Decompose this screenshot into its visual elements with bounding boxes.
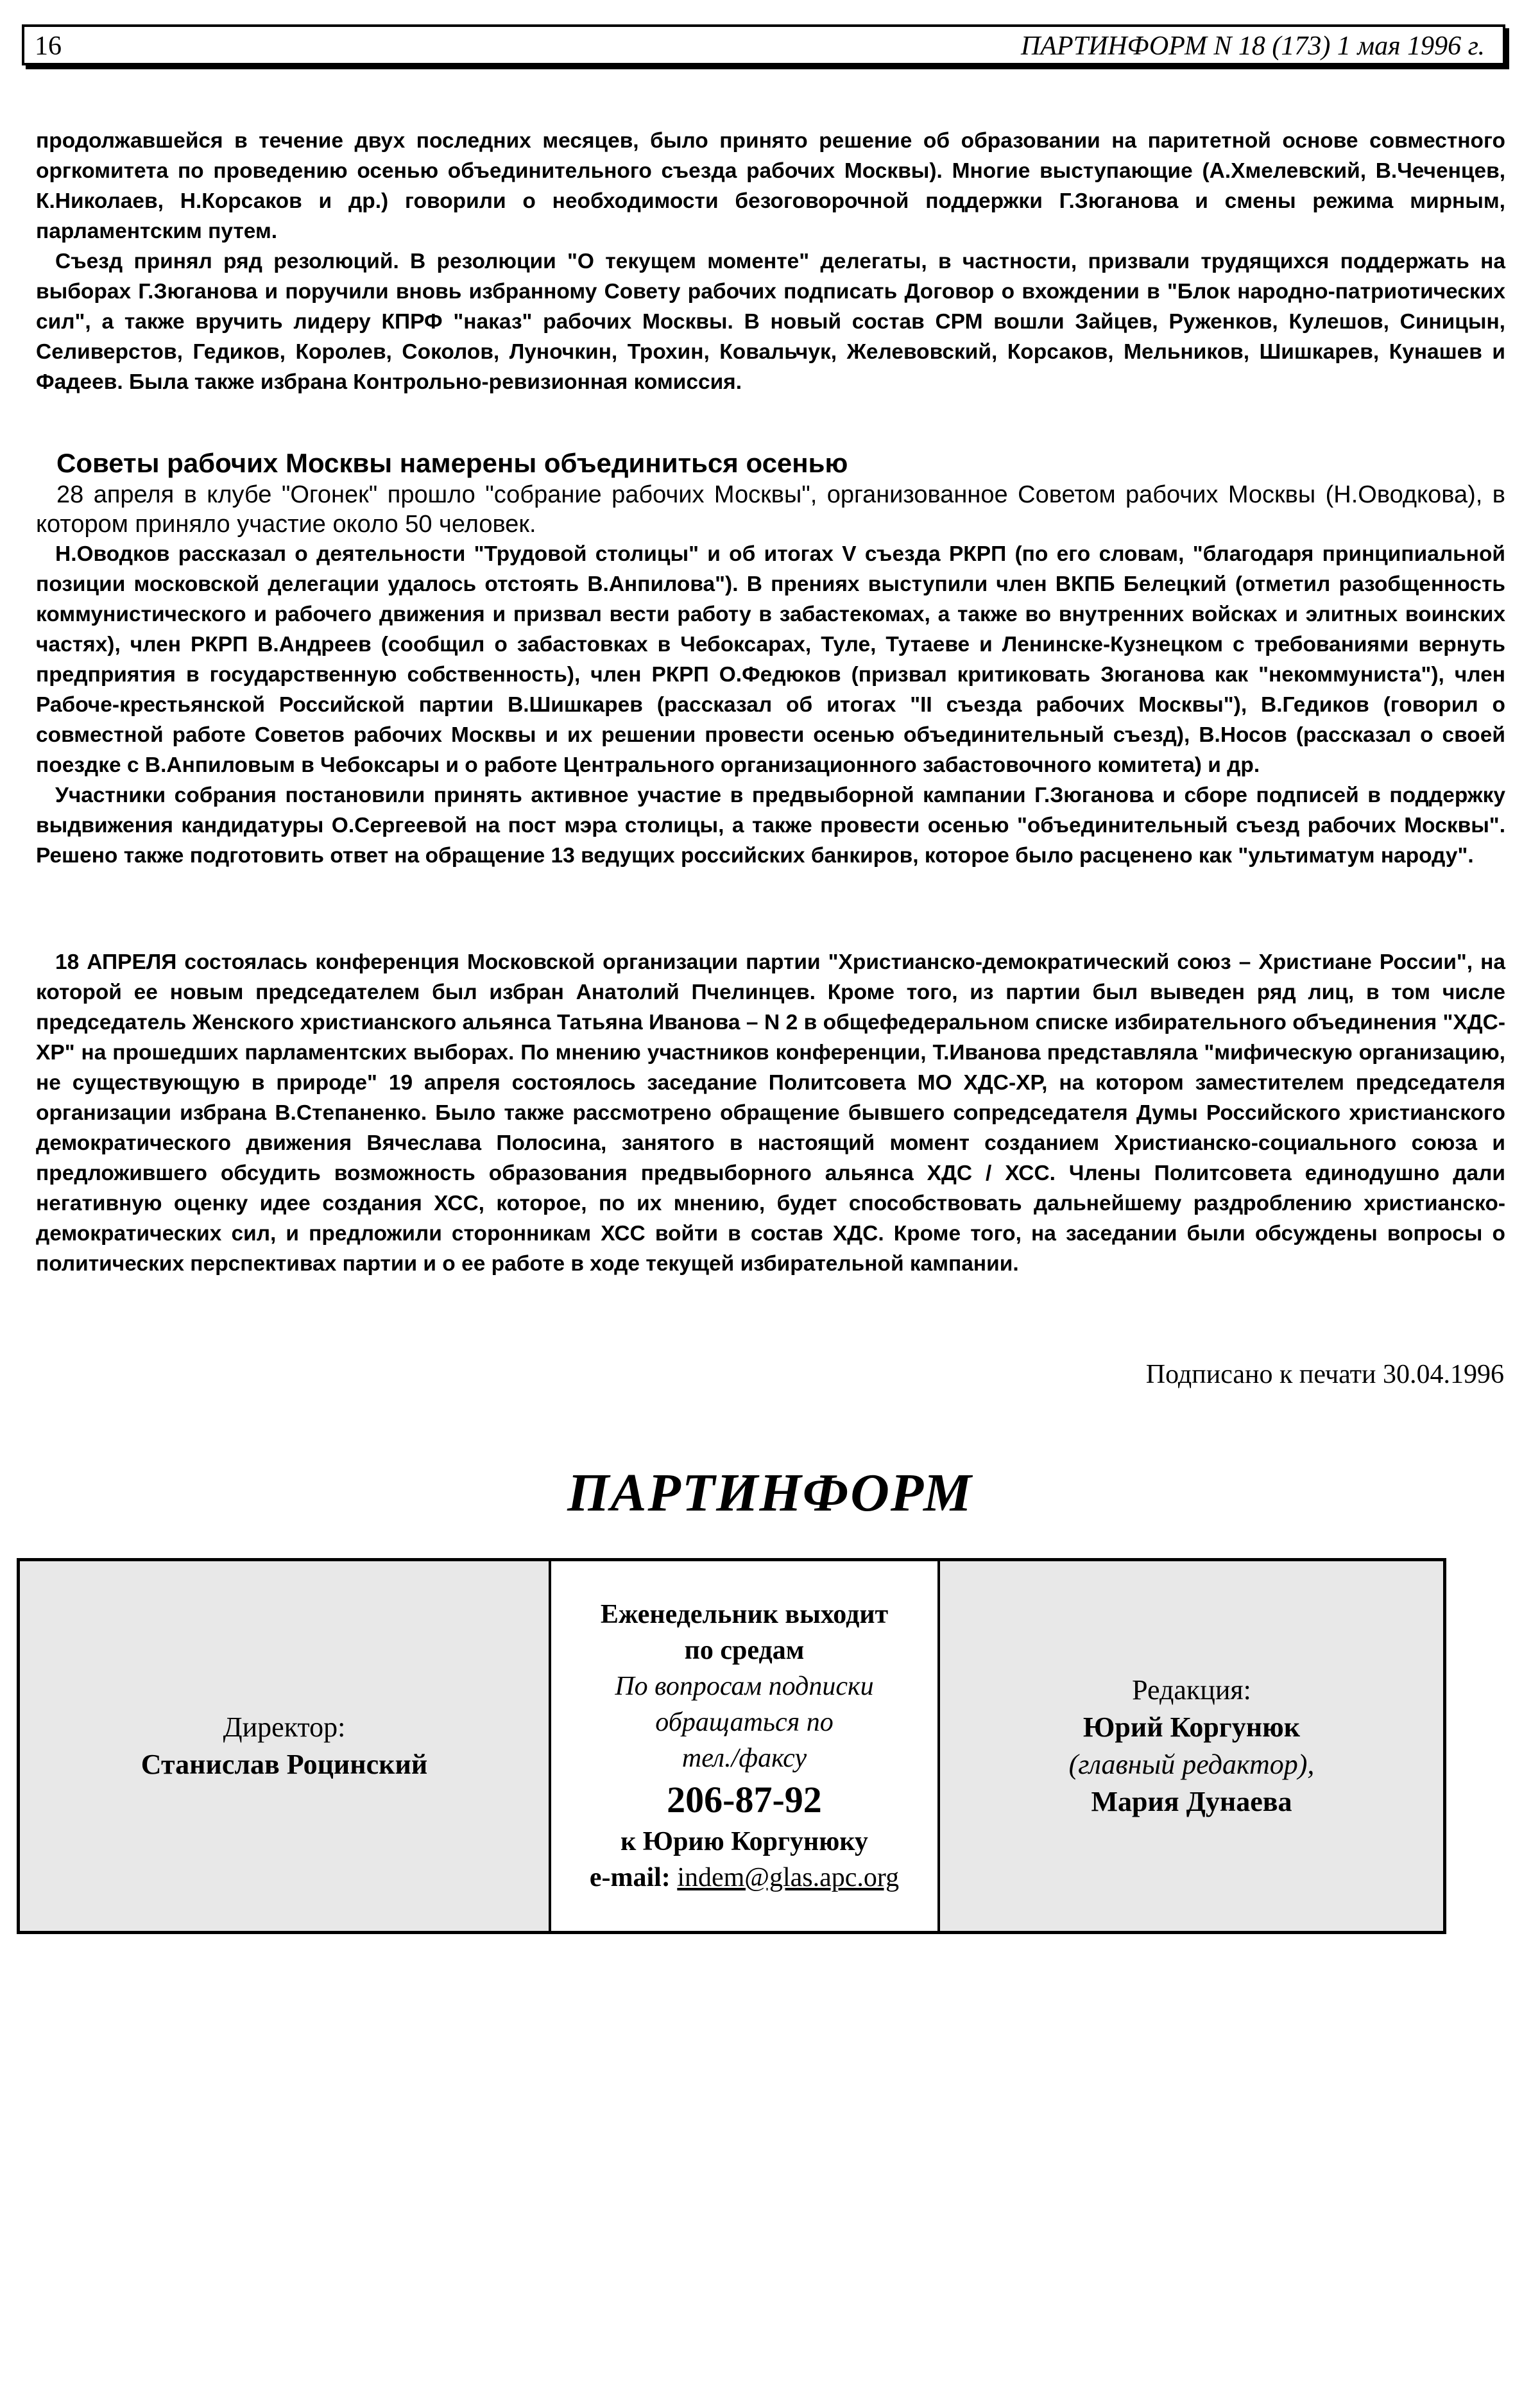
masthead-table bbox=[17, 1558, 1446, 1934]
page-number: 16 bbox=[35, 31, 62, 61]
cdu-paragraph: 18 АПРЕЛЯ состоялась конференция Московской организации партии "Христианско-демократический союз – Христиане России", на которой ее новым председателем был избран Анатолий Пчелинцев. Кроме того, из партии был выведен ряд лиц, в том числе председатель Женского христианского альянса Татьяна Иванова – N 2 в общефедеральном списке избирательного объединения "ХДС-ХР" на прошедших парламентских выборах. По мнению участников конференции, Т.Иванова представляла "мифическую организацию, не существующую в природе" 19 апреля состоялось заседание Политсовета МО ХДС-ХР, на котором заместителем председателя организации избрана В.Степаненко. Было также рассмотрено обращение бывшего сопредседателя Думы Российского христианского демократического движения Вячеслава Полосина, занятого в настоящий момент созданием Христианско-социального союза и предложившего обсудить возможность образования предвыборного альянса ХДС / ХСС. Члены Политсовета единодушно дали негативную оценку идее создания ХСС, которое, по их мнению, будет способствовать дальнейшему раздроблению христианско-демократических сил, и предложили сторонникам ХСС войти в состав ХДС. Кроме того, на заседании были обсуждены вопросы о политических перспективах партии и о ее работе в ходе текущей избирательной кампании. bbox=[36, 950, 1505, 1276]
editor-role: (главный редактор), bbox=[1068, 1749, 1315, 1780]
phone-number: 206-87-92 bbox=[667, 1779, 822, 1821]
section-lead: 28 апреля в клубе "Огонек" прошло "собрание рабочих Москвы", организованное Советом рабочих Москвы (Н.Оводкова), в котором приняло участие около 50 человек. bbox=[36, 481, 1505, 538]
subscription-line: По вопросам подписки bbox=[615, 1672, 874, 1701]
director-cell bbox=[20, 1561, 551, 1931]
email-line bbox=[590, 1860, 899, 1896]
contact-cell bbox=[551, 1561, 940, 1931]
email-label: e-mail: bbox=[589, 1863, 671, 1892]
editor2-name: Мария Дунаева bbox=[1091, 1786, 1292, 1817]
section-title: Советы рабочих Москвы намерены объединиться осенью bbox=[56, 448, 848, 478]
section-paragraph: Участники собрания постановили принять активное участие в предвыборной кампании Г.Зюганова и сборе подписей в поддержку выдвижения кандидатуры О.Сергеевой на пост мэра столицы, а также провести осенью "объединительный съезд рабочих Москвы". Решено также подготовить ответ на обращение 13 ведущих российских банкиров, которое было расценено как "ультиматум народу". bbox=[36, 784, 1505, 868]
director-name: Станислав Роцинский bbox=[141, 1749, 428, 1780]
publication-title: ПАРТИНФОРМ N 18 (173) 1 мая 1996 г. bbox=[1020, 31, 1485, 61]
section-paragraph: Н.Оводков рассказал о деятельности "Трудовой столицы" и об итогах V съезда РКРП (по его словам, "благодаря принципиальной позиции московской делегации удалось отстоять В.Анпилова"). В прениях выступили член ВКПБ Белецкий (отметил разобщенность коммунистического и рабочего движения и призвал вести работу в забастекомах, а также во внутренних войсках и элитных воинских частях), член РКРП В.Андреев (сообщил о забастовках в Чебоксарах, Туле, Тутаеве и Ленинске-Кузнецком с требованиями вернуть предприятия в государственную собственность), член РКРП О.Федюков (призвал критиковать Зюганова как "некоммуниста"), член Рабоче-крестьянской Российской партии В.Шишкарев (рассказал об итогах "II съезда рабочих Москвы"), В.Гедиков (говорил о совместной работе Советов рабочих Москвы и их решении провести осенью объединительный съезд), В.Носов (рассказал о своей поездке с В.Анпиловым в Чебоксары и о работе Центрального организационного забастовочного комитета) и др. bbox=[36, 542, 1505, 777]
intro-paragraph: продолжавшейся в течение двух последних месяцев, было принято решение об образовании на паритетной основе совместного оргкомитета по проведению осенью объединительного съезда рабочих Москвы). Многие выступающие (А.Хмелевский, В.Чеченцев, К.Николаев, Н.Корсаков и др.) говорили о необходимости безоговорочной поддержки Г.Зюганова и смены режима мирным, парламентским путем. bbox=[36, 129, 1505, 243]
page-header bbox=[22, 24, 1505, 65]
intro-text bbox=[36, 126, 1505, 397]
cdu-news bbox=[36, 947, 1505, 1279]
contact-person: к Юрию Коргунюку bbox=[620, 1827, 868, 1856]
director-label: Директор: bbox=[223, 1711, 346, 1743]
editorial-label: Редакция: bbox=[1132, 1674, 1251, 1706]
subscription-line: тел./факсу bbox=[681, 1744, 807, 1773]
weekly-line: Еженедельник выходит bbox=[600, 1600, 889, 1629]
editorial-cell bbox=[940, 1561, 1443, 1931]
editor-name: Юрий Коргунюк bbox=[1082, 1711, 1301, 1743]
weekly-line: по средам bbox=[684, 1636, 805, 1665]
subscription-line: обращаться по bbox=[655, 1708, 834, 1737]
masthead-title: ПАРТИНФОРМ bbox=[567, 1463, 973, 1523]
signed-date: Подписано к печати 30.04.1996 bbox=[1145, 1360, 1504, 1389]
email-link[interactable]: indem@glas.apc.org bbox=[677, 1863, 900, 1892]
section-workers-councils bbox=[36, 447, 1505, 871]
intro-paragraph: Съезд принял ряд резолюций. В резолюции "О текущем моменте" делегаты, в частности, призвали трудящихся поддержать на выборах Г.Зюганова и поручили вновь избранному Совету рабочих подписать Договор о вхождении в "Блок народно-патриотических сил", а также вручить лидеру КПРФ "наказ" рабочих Москвы. В новый состав СРМ вошли Зайцев, Руженков, Кулешов, Синицын, Селиверстов, Гедиков, Королев, Соколов, Луночкин, Трохин, Ковальчук, Желевовский, Корсаков, Мельников, Шишкарев, Кунашев и Фадеев. Была также избрана Контрольно-ревизионная комиссия. bbox=[36, 250, 1505, 394]
